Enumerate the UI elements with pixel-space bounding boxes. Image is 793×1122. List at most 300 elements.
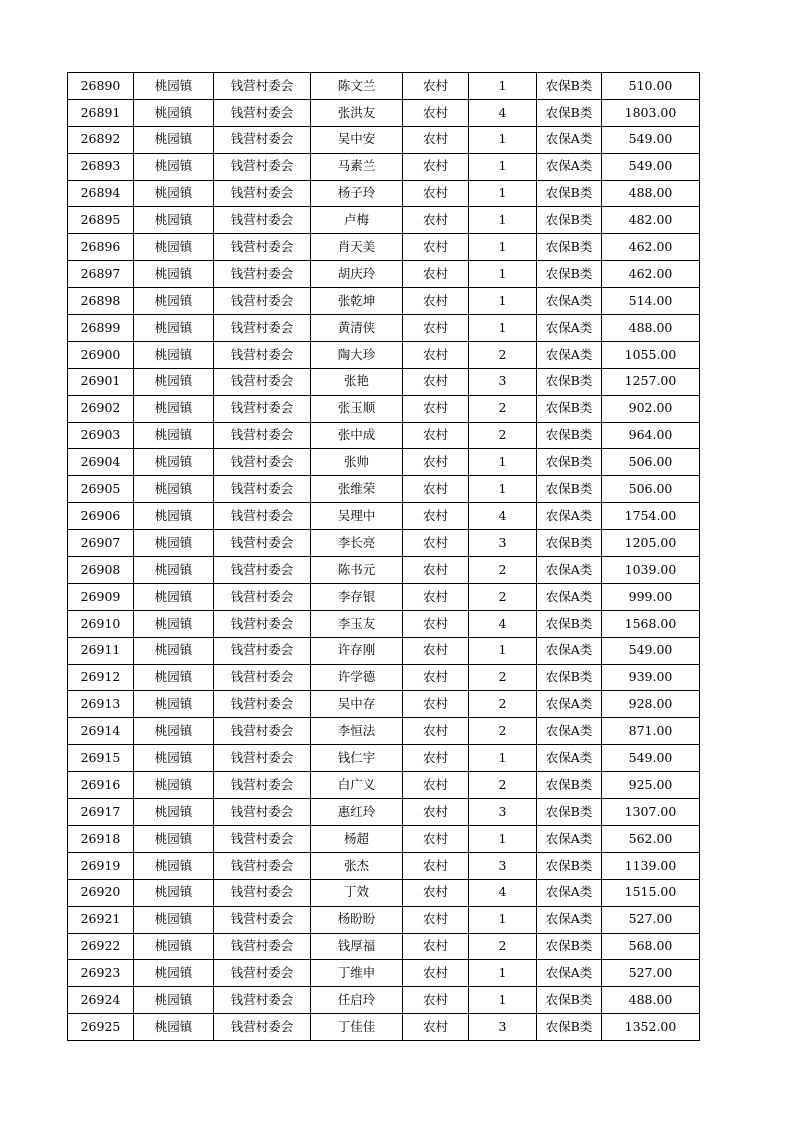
household-count-cell: 3 [469,852,537,879]
name-cell: 丁佳佳 [311,1014,403,1041]
residence-type-cell: 农村 [403,960,469,987]
category-cell: 农保B类 [537,395,602,422]
table-row [68,610,700,637]
name-cell: 杨超 [311,825,403,852]
residence-type-cell: 农村 [403,126,469,153]
residence-type-cell: 农村 [403,583,469,610]
name-cell: 吴中存 [311,691,403,718]
village-committee-cell: 钱营村委会 [214,879,311,906]
household-count-cell: 1 [469,825,537,852]
residence-type-cell: 农村 [403,368,469,395]
residence-type-cell: 农村 [403,153,469,180]
category-cell: 农保A类 [537,879,602,906]
table-row [68,637,700,664]
record-id-cell: 26922 [68,933,134,960]
village-committee-cell: 钱营村委会 [214,772,311,799]
category-cell: 农保B类 [537,99,602,126]
village-committee-cell: 钱营村委会 [214,368,311,395]
village-committee-cell: 钱营村委会 [214,288,311,315]
category-cell: 农保B类 [537,852,602,879]
village-committee-cell: 钱营村委会 [214,180,311,207]
town-cell: 桃园镇 [134,207,214,234]
name-cell: 陶大珍 [311,341,403,368]
household-count-cell: 1 [469,476,537,503]
household-count-cell: 2 [469,557,537,584]
residence-type-cell: 农村 [403,664,469,691]
table-row [68,583,700,610]
amount-cell: 506.00 [602,449,700,476]
amount-cell: 1515.00 [602,879,700,906]
name-cell: 钱厚福 [311,933,403,960]
residence-type-cell: 农村 [403,476,469,503]
town-cell: 桃园镇 [134,449,214,476]
category-cell: 农保B类 [537,368,602,395]
name-cell: 惠红玲 [311,799,403,826]
table-row [68,99,700,126]
amount-cell: 1568.00 [602,610,700,637]
name-cell: 白广义 [311,772,403,799]
town-cell: 桃园镇 [134,261,214,288]
amount-cell: 568.00 [602,933,700,960]
residence-type-cell: 农村 [403,852,469,879]
town-cell: 桃园镇 [134,73,214,100]
record-id-cell: 26895 [68,207,134,234]
village-committee-cell: 钱营村委会 [214,395,311,422]
residence-type-cell: 农村 [403,557,469,584]
record-id-cell: 26897 [68,261,134,288]
category-cell: 农保A类 [537,126,602,153]
record-id-cell: 26923 [68,960,134,987]
town-cell: 桃园镇 [134,503,214,530]
name-cell: 张艳 [311,368,403,395]
name-cell: 钱仁宇 [311,745,403,772]
amount-cell: 1139.00 [602,852,700,879]
residence-type-cell: 农村 [403,207,469,234]
village-committee-cell: 钱营村委会 [214,449,311,476]
record-id-cell: 26912 [68,664,134,691]
town-cell: 桃园镇 [134,1014,214,1041]
town-cell: 桃园镇 [134,772,214,799]
record-id-cell: 26893 [68,153,134,180]
village-committee-cell: 钱营村委会 [214,960,311,987]
household-count-cell: 1 [469,315,537,342]
town-cell: 桃园镇 [134,583,214,610]
village-committee-cell: 钱营村委会 [214,153,311,180]
village-committee-cell: 钱营村委会 [214,718,311,745]
household-count-cell: 2 [469,583,537,610]
record-id-cell: 26896 [68,234,134,261]
table-row [68,341,700,368]
village-committee-cell: 钱营村委会 [214,799,311,826]
name-cell: 任启玲 [311,987,403,1014]
amount-cell: 939.00 [602,664,700,691]
amount-cell: 1257.00 [602,368,700,395]
village-committee-cell: 钱营村委会 [214,1014,311,1041]
household-count-cell: 4 [469,610,537,637]
category-cell: 农保A类 [537,503,602,530]
village-committee-cell: 钱营村委会 [214,530,311,557]
record-id-cell: 26909 [68,583,134,610]
name-cell: 马素兰 [311,153,403,180]
residence-type-cell: 农村 [403,99,469,126]
household-count-cell: 2 [469,341,537,368]
name-cell: 张玉顺 [311,395,403,422]
category-cell: 农保B类 [537,530,602,557]
town-cell: 桃园镇 [134,99,214,126]
residence-type-cell: 农村 [403,718,469,745]
residence-type-cell: 农村 [403,395,469,422]
village-committee-cell: 钱营村委会 [214,99,311,126]
residence-type-cell: 农村 [403,530,469,557]
household-count-cell: 1 [469,449,537,476]
village-committee-cell: 钱营村委会 [214,987,311,1014]
village-committee-cell: 钱营村委会 [214,422,311,449]
name-cell: 丁维申 [311,960,403,987]
household-count-cell: 1 [469,637,537,664]
roster-body [68,73,700,1041]
household-count-cell: 1 [469,960,537,987]
town-cell: 桃园镇 [134,180,214,207]
village-committee-cell: 钱营村委会 [214,126,311,153]
table-row [68,476,700,503]
table-row [68,126,700,153]
town-cell: 桃园镇 [134,879,214,906]
category-cell: 农保B类 [537,987,602,1014]
amount-cell: 549.00 [602,126,700,153]
village-committee-cell: 钱营村委会 [214,637,311,664]
name-cell: 吴理中 [311,503,403,530]
town-cell: 桃园镇 [134,530,214,557]
amount-cell: 549.00 [602,153,700,180]
village-committee-cell: 钱营村委会 [214,691,311,718]
record-id-cell: 26891 [68,99,134,126]
table-row [68,1014,700,1041]
residence-type-cell: 农村 [403,315,469,342]
category-cell: 农保A类 [537,906,602,933]
town-cell: 桃园镇 [134,852,214,879]
category-cell: 农保B类 [537,772,602,799]
town-cell: 桃园镇 [134,234,214,261]
residence-type-cell: 农村 [403,637,469,664]
category-cell: 农保A类 [537,557,602,584]
record-id-cell: 26894 [68,180,134,207]
category-cell: 农保A类 [537,960,602,987]
amount-cell: 549.00 [602,745,700,772]
town-cell: 桃园镇 [134,476,214,503]
village-committee-cell: 钱营村委会 [214,207,311,234]
household-count-cell: 1 [469,73,537,100]
town-cell: 桃园镇 [134,718,214,745]
household-count-cell: 1 [469,745,537,772]
category-cell: 农保A类 [537,691,602,718]
category-cell: 农保B类 [537,610,602,637]
record-id-cell: 26924 [68,987,134,1014]
roster-table [67,72,700,1041]
town-cell: 桃园镇 [134,960,214,987]
amount-cell: 871.00 [602,718,700,745]
name-cell: 张中成 [311,422,403,449]
town-cell: 桃园镇 [134,395,214,422]
record-id-cell: 26919 [68,852,134,879]
residence-type-cell: 农村 [403,987,469,1014]
record-id-cell: 26910 [68,610,134,637]
category-cell: 农保B类 [537,1014,602,1041]
category-cell: 农保A类 [537,825,602,852]
amount-cell: 925.00 [602,772,700,799]
town-cell: 桃园镇 [134,637,214,664]
village-committee-cell: 钱营村委会 [214,341,311,368]
village-committee-cell: 钱营村委会 [214,503,311,530]
amount-cell: 514.00 [602,288,700,315]
town-cell: 桃园镇 [134,933,214,960]
record-id-cell: 26902 [68,395,134,422]
residence-type-cell: 农村 [403,261,469,288]
household-count-cell: 1 [469,288,537,315]
category-cell: 农保B类 [537,476,602,503]
table-row [68,530,700,557]
residence-type-cell: 农村 [403,341,469,368]
table-row [68,73,700,100]
category-cell: 农保B类 [537,449,602,476]
town-cell: 桃园镇 [134,557,214,584]
name-cell: 李恒法 [311,718,403,745]
table-row [68,960,700,987]
category-cell: 农保B类 [537,799,602,826]
town-cell: 桃园镇 [134,799,214,826]
residence-type-cell: 农村 [403,691,469,718]
residence-type-cell: 农村 [403,73,469,100]
town-cell: 桃园镇 [134,368,214,395]
residence-type-cell: 农村 [403,610,469,637]
record-id-cell: 26901 [68,368,134,395]
table-row [68,449,700,476]
amount-cell: 510.00 [602,73,700,100]
table-row [68,153,700,180]
name-cell: 许学德 [311,664,403,691]
residence-type-cell: 农村 [403,422,469,449]
household-count-cell: 1 [469,180,537,207]
household-count-cell: 2 [469,422,537,449]
town-cell: 桃园镇 [134,153,214,180]
household-count-cell: 2 [469,664,537,691]
record-id-cell: 26917 [68,799,134,826]
name-cell: 胡庆玲 [311,261,403,288]
household-count-cell: 3 [469,1014,537,1041]
amount-cell: 549.00 [602,637,700,664]
category-cell: 农保A类 [537,637,602,664]
residence-type-cell: 农村 [403,745,469,772]
town-cell: 桃园镇 [134,825,214,852]
residence-type-cell: 农村 [403,288,469,315]
residence-type-cell: 农村 [403,825,469,852]
household-count-cell: 3 [469,530,537,557]
category-cell: 农保B类 [537,180,602,207]
village-committee-cell: 钱营村委会 [214,906,311,933]
record-id-cell: 26907 [68,530,134,557]
household-count-cell: 2 [469,691,537,718]
name-cell: 张洪友 [311,99,403,126]
residence-type-cell: 农村 [403,933,469,960]
household-count-cell: 4 [469,879,537,906]
name-cell: 黄清侠 [311,315,403,342]
record-id-cell: 26918 [68,825,134,852]
record-id-cell: 26900 [68,341,134,368]
table-row [68,180,700,207]
household-count-cell: 3 [469,368,537,395]
name-cell: 李长亮 [311,530,403,557]
town-cell: 桃园镇 [134,664,214,691]
amount-cell: 488.00 [602,987,700,1014]
residence-type-cell: 农村 [403,799,469,826]
town-cell: 桃园镇 [134,610,214,637]
table-row [68,718,700,745]
town-cell: 桃园镇 [134,341,214,368]
table-row [68,368,700,395]
household-count-cell: 1 [469,261,537,288]
record-id-cell: 26915 [68,745,134,772]
record-id-cell: 26892 [68,126,134,153]
residence-type-cell: 农村 [403,772,469,799]
household-count-cell: 4 [469,99,537,126]
table-row [68,503,700,530]
household-count-cell: 1 [469,987,537,1014]
category-cell: 农保A类 [537,583,602,610]
table-row [68,315,700,342]
amount-cell: 964.00 [602,422,700,449]
household-count-cell: 1 [469,207,537,234]
record-id-cell: 26911 [68,637,134,664]
record-id-cell: 26904 [68,449,134,476]
village-committee-cell: 钱营村委会 [214,610,311,637]
record-id-cell: 26898 [68,288,134,315]
amount-cell: 1754.00 [602,503,700,530]
amount-cell: 1205.00 [602,530,700,557]
category-cell: 农保B类 [537,261,602,288]
amount-cell: 488.00 [602,180,700,207]
amount-cell: 928.00 [602,691,700,718]
table-row [68,288,700,315]
table-row [68,557,700,584]
name-cell: 张乾坤 [311,288,403,315]
table-row [68,825,700,852]
town-cell: 桃园镇 [134,126,214,153]
residence-type-cell: 农村 [403,180,469,207]
household-count-cell: 1 [469,153,537,180]
record-id-cell: 26903 [68,422,134,449]
category-cell: 农保B类 [537,234,602,261]
amount-cell: 1803.00 [602,99,700,126]
household-count-cell: 1 [469,234,537,261]
record-id-cell: 26920 [68,879,134,906]
village-committee-cell: 钱营村委会 [214,583,311,610]
record-id-cell: 26908 [68,557,134,584]
village-committee-cell: 钱营村委会 [214,933,311,960]
table-row [68,799,700,826]
town-cell: 桃园镇 [134,422,214,449]
amount-cell: 506.00 [602,476,700,503]
name-cell: 许存刚 [311,637,403,664]
amount-cell: 462.00 [602,234,700,261]
town-cell: 桃园镇 [134,987,214,1014]
amount-cell: 562.00 [602,825,700,852]
name-cell: 李存银 [311,583,403,610]
household-count-cell: 2 [469,933,537,960]
amount-cell: 462.00 [602,261,700,288]
residence-type-cell: 农村 [403,449,469,476]
table-row [68,745,700,772]
table-row [68,772,700,799]
household-count-cell: 3 [469,799,537,826]
name-cell: 张杰 [311,852,403,879]
table-row [68,933,700,960]
table-row [68,395,700,422]
record-id-cell: 26905 [68,476,134,503]
town-cell: 桃园镇 [134,288,214,315]
name-cell: 李玉友 [311,610,403,637]
record-id-cell: 26906 [68,503,134,530]
amount-cell: 1307.00 [602,799,700,826]
category-cell: 农保B类 [537,73,602,100]
amount-cell: 1055.00 [602,341,700,368]
record-id-cell: 26916 [68,772,134,799]
table-row [68,987,700,1014]
table-row [68,852,700,879]
name-cell: 杨盼盼 [311,906,403,933]
village-committee-cell: 钱营村委会 [214,557,311,584]
name-cell: 陈书元 [311,557,403,584]
amount-cell: 527.00 [602,960,700,987]
table-row [68,664,700,691]
category-cell: 农保A类 [537,745,602,772]
village-committee-cell: 钱营村委会 [214,664,311,691]
record-id-cell: 26921 [68,906,134,933]
household-count-cell: 1 [469,906,537,933]
record-id-cell: 26913 [68,691,134,718]
table-row [68,691,700,718]
table-row [68,879,700,906]
residence-type-cell: 农村 [403,1014,469,1041]
name-cell: 杨子玲 [311,180,403,207]
table-row [68,261,700,288]
table-row [68,207,700,234]
town-cell: 桃园镇 [134,906,214,933]
household-count-cell: 1 [469,126,537,153]
household-count-cell: 2 [469,395,537,422]
household-count-cell: 2 [469,772,537,799]
category-cell: 农保A类 [537,315,602,342]
town-cell: 桃园镇 [134,315,214,342]
name-cell: 卢梅 [311,207,403,234]
name-cell: 肖天美 [311,234,403,261]
village-committee-cell: 钱营村委会 [214,745,311,772]
record-id-cell: 26914 [68,718,134,745]
table-row [68,234,700,261]
household-count-cell: 2 [469,718,537,745]
name-cell: 丁效 [311,879,403,906]
village-committee-cell: 钱营村委会 [214,315,311,342]
town-cell: 桃园镇 [134,745,214,772]
amount-cell: 999.00 [602,583,700,610]
name-cell: 张帅 [311,449,403,476]
amount-cell: 482.00 [602,207,700,234]
village-committee-cell: 钱营村委会 [214,852,311,879]
category-cell: 农保B类 [537,933,602,960]
category-cell: 农保A类 [537,718,602,745]
record-id-cell: 26925 [68,1014,134,1041]
village-committee-cell: 钱营村委会 [214,476,311,503]
category-cell: 农保A类 [537,153,602,180]
name-cell: 张维荣 [311,476,403,503]
